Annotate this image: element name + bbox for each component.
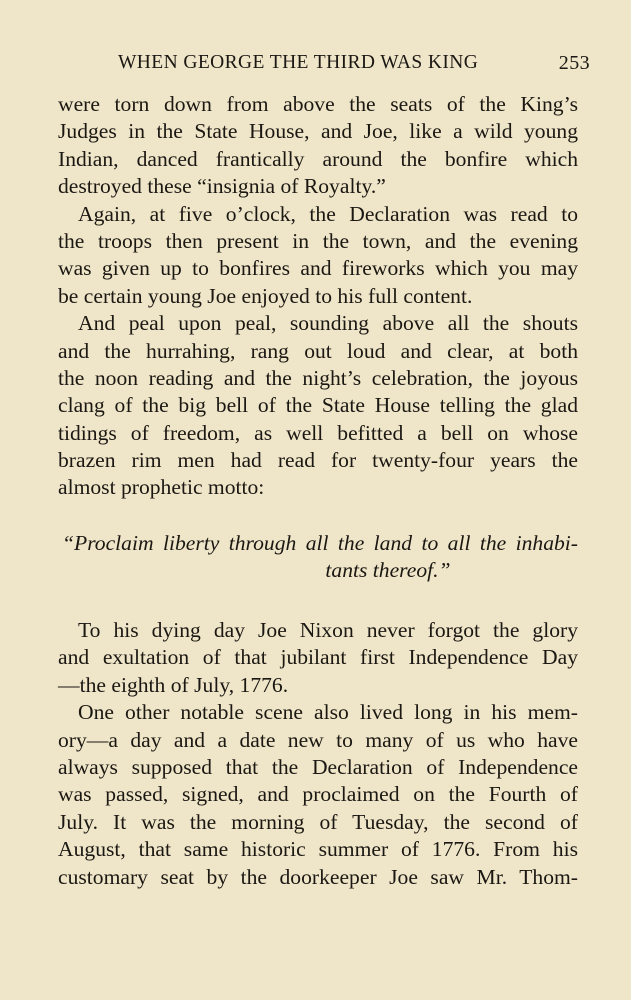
- text-line: To his dying day Joe Nixon never forgot the glory: [78, 618, 578, 642]
- running-header: [118, 52, 590, 80]
- text-line: were torn down from above the seats of the King’s: [58, 92, 578, 116]
- text-line: Indian, danced frantically around the bonfire which: [58, 146, 578, 171]
- motto-quote: [58, 530, 578, 585]
- text-line: —the eighth of July, 1776.: [58, 672, 289, 697]
- quote-line: “Proclaim liberty through all the land to all the inhabi-: [62, 531, 578, 555]
- text-line: always supposed that the Declaration of Independence: [58, 754, 578, 779]
- body-text-lower: [58, 617, 578, 891]
- body-text-upper: [58, 91, 578, 502]
- text-line: and exultation of that jubilant first Independence Day: [58, 645, 578, 670]
- text-line: almost prophetic motto:: [58, 475, 265, 500]
- quote-line: tants thereof.”: [325, 558, 451, 583]
- text-line: was given up to bonfires and fireworks which you may: [58, 256, 578, 281]
- text-line: August, that same historic summer of 1776. From his: [58, 837, 578, 862]
- page-number: 253: [558, 52, 590, 74]
- text-line: was passed, signed, and proclaimed on the Fourth of: [58, 782, 578, 807]
- text-line: tidings of freedom, as well befitted a bell on whose: [58, 420, 578, 445]
- text-line: Judges in the State House, and Joe, like a wild young: [58, 119, 578, 144]
- text-line: clang of the big bell of the State House telling the glad: [58, 393, 578, 418]
- text-line: the noon reading and the night’s celebration, the joyous: [58, 365, 578, 390]
- text-line: destroyed these “insignia of Royalty.”: [58, 174, 386, 199]
- text-line: One other notable scene also lived long in his mem-: [78, 700, 578, 725]
- text-line: brazen rim men had read for twenty-four years the: [58, 448, 578, 473]
- text-line: Again, at five o’clock, the Declaration was read to: [78, 201, 578, 226]
- text-line: ory—a day and a date new to many of us who have: [58, 727, 578, 752]
- text-line: be certain young Joe enjoyed to his full content.: [58, 283, 473, 308]
- text-line: And peal upon peal, sounding above all the shouts: [78, 311, 578, 336]
- text-line: the troops then present in the town, and the evening: [58, 228, 578, 253]
- text-line: customary seat by the doorkeeper Joe saw Mr. Thom-: [58, 864, 578, 889]
- text-line: July. It was the morning of Tuesday, the second of: [58, 809, 578, 834]
- text-line: and the hurrahing, rang out loud and clear, at both: [58, 338, 578, 363]
- running-title: WHEN GEORGE THE THIRD WAS KING: [118, 52, 479, 73]
